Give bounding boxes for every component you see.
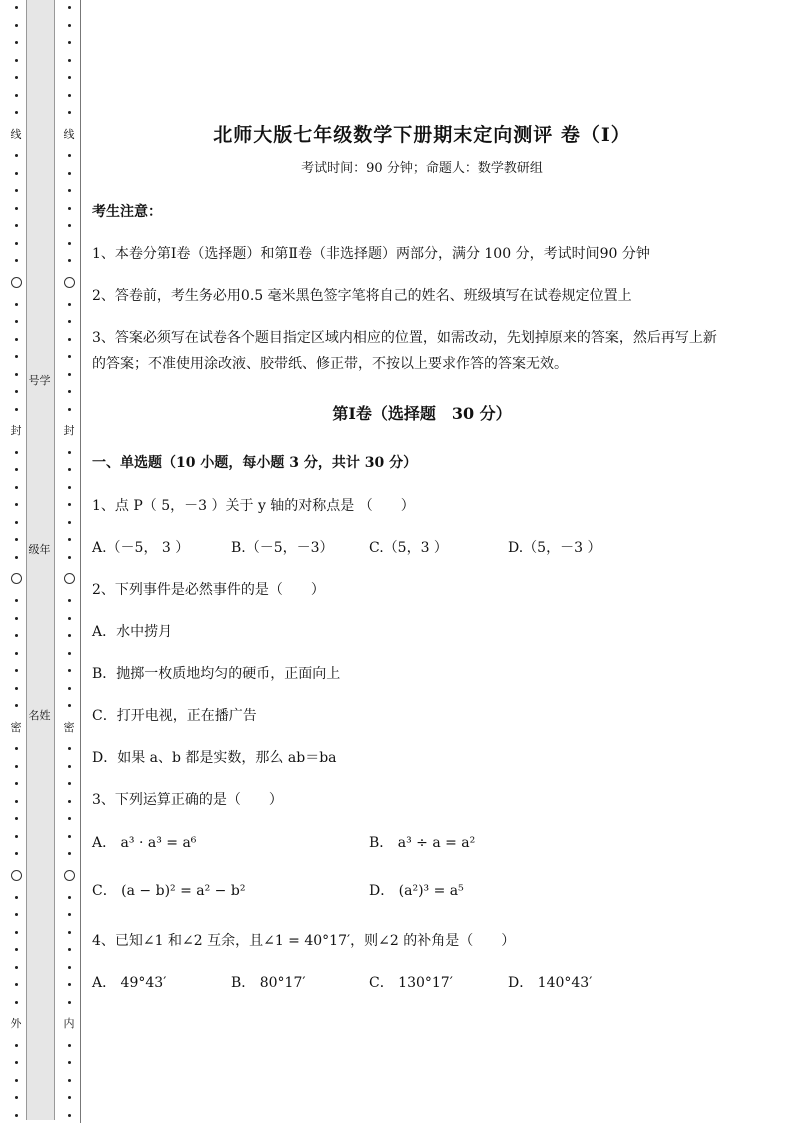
inner-cut-dot: [68, 599, 71, 602]
inner-cut-dot: [68, 931, 71, 934]
outer-cut-dot: [15, 1079, 18, 1082]
inner-cut-dot: [68, 687, 71, 690]
inner-cut-dot: [68, 704, 71, 707]
outer-cut-dot: [15, 408, 18, 411]
outer-cut-dot: [15, 817, 18, 820]
notice-item-2: 2、答卷前，考生务必用0.5 毫米黑色签字笔将自己的姓名、班级填写在试卷规定位置上: [92, 288, 632, 304]
outer-cut-dot: [15, 983, 18, 986]
inner-cut-dot: [68, 747, 71, 750]
question-4-option-b[interactable]: B． 80°17′: [231, 975, 306, 991]
question-3-option-c[interactable]: C． (a − b)² = a² − b²: [92, 883, 246, 899]
inner-cut-dot: [68, 224, 71, 227]
outer-cut-mark: 密: [10, 720, 22, 734]
inner-cut-dot: [68, 835, 71, 838]
question-1-option-d[interactable]: D.（5，－3 ）: [508, 540, 602, 556]
outer-cut-dot: [15, 835, 18, 838]
page-title: 北师大版七年级数学下册期末定向测评 卷（Ⅰ）: [213, 124, 631, 146]
inner-cut-mark: 内: [63, 1017, 75, 1031]
outer-cut-dot: [15, 338, 18, 341]
question-2-option-b[interactable]: B．抛掷一枚质地均匀的硬币，正面向上: [92, 666, 341, 682]
inner-cut-dot: [68, 24, 71, 27]
inner-cut-dot: [68, 451, 71, 454]
notice-item-3: 3、答案必须写在试卷各个题目指定区域内相应的位置，如需改动，先划掉原来的答案，然后再写上新: [92, 330, 717, 346]
inner-cut-dot: [68, 1079, 71, 1082]
outer-cut-dot: [15, 24, 18, 27]
inner-cut-dot: [68, 94, 71, 97]
inner-cut-dot: [68, 41, 71, 44]
outer-cut-circle-mark: [11, 573, 22, 584]
inner-cut-dot: [68, 111, 71, 114]
inner-cut-dot: [68, 390, 71, 393]
outer-cut-dot: [15, 1044, 18, 1047]
outer-cut-dot: [15, 59, 18, 62]
inner-cut-dot: [68, 617, 71, 620]
inner-cut-dot: [68, 948, 71, 951]
field-name: 名姓: [28, 709, 51, 722]
outer-cut-dot: [15, 207, 18, 210]
inner-cut-dot: [68, 896, 71, 899]
part-heading: 一、单选题（10 小题，每小题 3 分，共计 30 分）: [92, 455, 418, 471]
outer-cut-dot: [15, 111, 18, 114]
outer-cut-dot: [15, 1096, 18, 1099]
outer-cut-dot: [15, 6, 18, 9]
margin-border-line: [80, 0, 81, 1123]
outer-cut-dot: [15, 1114, 18, 1117]
inner-cut-dot: [68, 172, 71, 175]
question-1-stem: 1、点 P（ 5，－3 ）关于 y 轴的对称点是 （ ）: [92, 498, 415, 514]
inner-cut-dot: [68, 652, 71, 655]
inner-cut-dot: [68, 207, 71, 210]
inner-cut-dot: [68, 154, 71, 157]
field-student-number: 号学: [28, 374, 51, 387]
inner-cut-dot: [68, 486, 71, 489]
outer-cut-dot: [15, 451, 18, 454]
question-3-option-b[interactable]: B． a³ ÷ a = a²: [369, 835, 476, 851]
outer-cut-dot: [15, 189, 18, 192]
inner-cut-dot: [68, 852, 71, 855]
outer-cut-dot: [15, 896, 18, 899]
outer-cut-dot: [15, 966, 18, 969]
outer-cut-dot: [15, 76, 18, 79]
inner-cut-circle-mark: [64, 277, 75, 288]
outer-cut-line: [8, 0, 24, 1123]
notice-item-3-cont: 的答案；不准使用涂改液、胶带纸、修正带，不按以上要求作答的答案无效。: [92, 356, 568, 372]
section-title: 第Ⅰ卷（选择题 30 分）: [332, 404, 512, 423]
outer-cut-mark: 外: [10, 1017, 22, 1031]
question-4-option-a[interactable]: A． 49°43′: [92, 975, 167, 991]
outer-cut-dot: [15, 704, 18, 707]
inner-cut-dot: [68, 259, 71, 262]
inner-cut-dot: [68, 1044, 71, 1047]
outer-cut-dot: [15, 852, 18, 855]
outer-cut-dot: [15, 94, 18, 97]
outer-cut-dot: [15, 259, 18, 262]
inner-cut-dot: [68, 1114, 71, 1117]
outer-cut-circle-mark: [11, 277, 22, 288]
outer-cut-dot: [15, 669, 18, 672]
field-grade: 级年: [28, 543, 51, 556]
outer-cut-dot: [15, 355, 18, 358]
inner-cut-dot: [68, 6, 71, 9]
inner-cut-circle-mark: [64, 870, 75, 881]
outer-cut-dot: [15, 486, 18, 489]
inner-cut-dot: [68, 1001, 71, 1004]
outer-cut-dot: [15, 320, 18, 323]
outer-cut-mark: 封: [10, 424, 22, 438]
outer-cut-dot: [15, 390, 18, 393]
inner-cut-dot: [68, 189, 71, 192]
question-3-stem: 3、下列运算正确的是（ ）: [92, 792, 283, 808]
inner-cut-mark: 密: [63, 720, 75, 734]
inner-cut-dot: [68, 913, 71, 916]
outer-cut-dot: [15, 800, 18, 803]
question-1-option-c[interactable]: C.（5，3 ）: [369, 540, 448, 556]
notice-item-1: 1、本卷分第Ⅰ卷（选择题）和第Ⅱ卷（非选择题）两部分，满分 100 分，考试时间90 分钟: [92, 246, 650, 262]
inner-cut-mark: 封: [63, 424, 75, 438]
question-1-option-b[interactable]: B.（－5，－3）: [231, 540, 334, 556]
inner-cut-dot: [68, 303, 71, 306]
inner-cut-dot: [68, 355, 71, 358]
binding-margin: [0, 0, 82, 1123]
exam-info: 考试时间：90 分钟；命题人：数学教研组: [301, 161, 543, 176]
question-2-option-d[interactable]: D．如果 a、b 都是实数，那么 ab＝ba: [92, 750, 337, 766]
inner-cut-dot: [68, 538, 71, 541]
outer-cut-dot: [15, 765, 18, 768]
outer-cut-dot: [15, 242, 18, 245]
inner-cut-dot: [68, 634, 71, 637]
outer-cut-dot: [15, 41, 18, 44]
outer-cut-dot: [15, 373, 18, 376]
outer-cut-dot: [15, 224, 18, 227]
inner-cut-dot: [68, 800, 71, 803]
outer-cut-dot: [15, 172, 18, 175]
outer-cut-dot: [15, 1001, 18, 1004]
outer-cut-dot: [15, 154, 18, 157]
inner-cut-dot: [68, 503, 71, 506]
student-info-strip: [26, 0, 55, 1120]
notice-heading: 考生注意：: [92, 204, 162, 220]
question-4-option-d[interactable]: D． 140°43′: [508, 975, 593, 991]
question-2-stem: 2、下列事件是必然事件的是（ ）: [92, 582, 325, 598]
inner-cut-dot: [68, 468, 71, 471]
outer-cut-dot: [15, 634, 18, 637]
outer-cut-dot: [15, 782, 18, 785]
inner-cut-dot: [68, 817, 71, 820]
inner-cut-dot: [68, 966, 71, 969]
question-2-option-c[interactable]: C．打开电视，正在播广告: [92, 708, 257, 724]
inner-cut-line: [61, 0, 77, 1123]
outer-cut-dot: [15, 468, 18, 471]
inner-cut-circle-mark: [64, 573, 75, 584]
inner-cut-mark: 线: [63, 127, 75, 141]
outer-cut-dot: [15, 948, 18, 951]
inner-cut-dot: [68, 765, 71, 768]
inner-cut-dot: [68, 408, 71, 411]
outer-cut-dot: [15, 931, 18, 934]
outer-cut-dot: [15, 617, 18, 620]
inner-cut-dot: [68, 338, 71, 341]
outer-cut-dot: [15, 556, 18, 559]
outer-cut-mark: 线: [10, 127, 22, 141]
question-4-stem: 4、已知∠1 和∠2 互余，且∠1 = 40°17′，则∠2 的补角是（ ）: [92, 933, 516, 949]
outer-cut-dot: [15, 1061, 18, 1064]
outer-cut-dot: [15, 652, 18, 655]
question-4-option-c[interactable]: C． 130°17′: [369, 975, 453, 991]
outer-cut-dot: [15, 521, 18, 524]
inner-cut-dot: [68, 320, 71, 323]
inner-cut-dot: [68, 59, 71, 62]
inner-cut-dot: [68, 983, 71, 986]
question-2-option-a[interactable]: A．水中捞月: [92, 624, 173, 640]
outer-cut-dot: [15, 303, 18, 306]
inner-cut-dot: [68, 782, 71, 785]
outer-cut-dot: [15, 538, 18, 541]
inner-cut-dot: [68, 242, 71, 245]
inner-cut-dot: [68, 76, 71, 79]
outer-cut-dot: [15, 913, 18, 916]
inner-cut-dot: [68, 556, 71, 559]
outer-cut-dot: [15, 503, 18, 506]
outer-cut-circle-mark: [11, 870, 22, 881]
inner-cut-dot: [68, 373, 71, 376]
question-1-option-a[interactable]: A.（－5， 3 ）: [92, 540, 190, 556]
outer-cut-dot: [15, 599, 18, 602]
inner-cut-dot: [68, 669, 71, 672]
inner-cut-dot: [68, 1096, 71, 1099]
outer-cut-dot: [15, 687, 18, 690]
question-3-option-a[interactable]: A． a³ · a³ = a⁶: [92, 835, 197, 851]
question-3-option-d[interactable]: D． (a²)³ = a⁵: [369, 883, 464, 899]
outer-cut-dot: [15, 747, 18, 750]
inner-cut-dot: [68, 521, 71, 524]
inner-cut-dot: [68, 1061, 71, 1064]
